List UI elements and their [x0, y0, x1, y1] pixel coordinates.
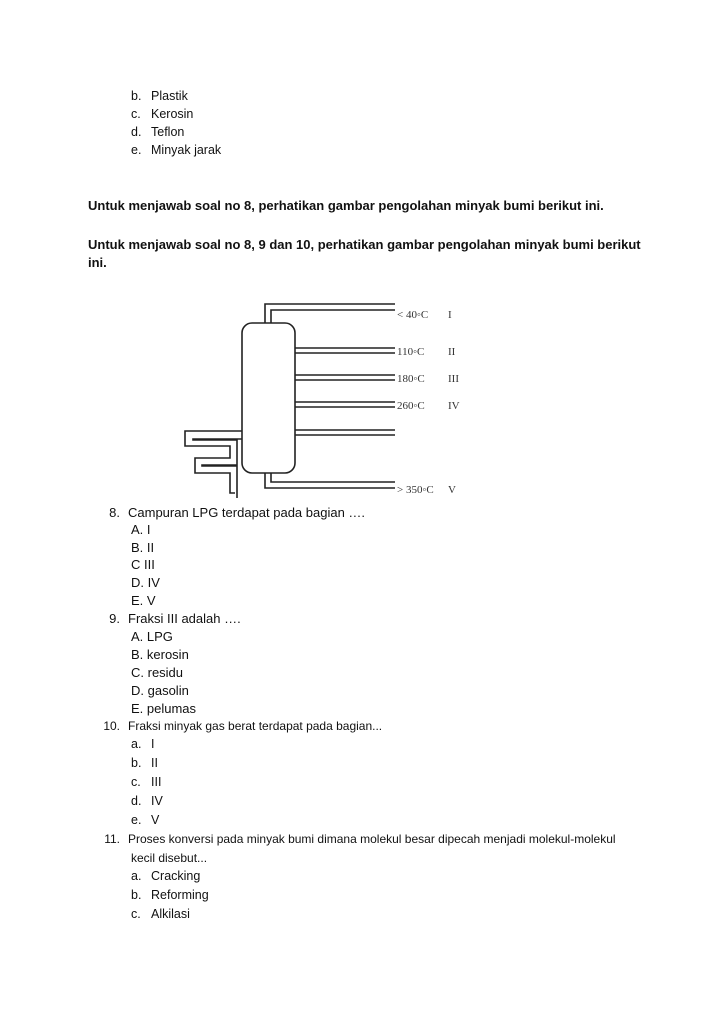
option-text: Minyak jarak	[151, 143, 222, 157]
option-text: Plastik	[151, 89, 188, 103]
fraction-label: III	[448, 373, 459, 385]
answer-option: A. I	[131, 522, 151, 537]
question-number: 9.	[109, 611, 120, 626]
answer-option: D. IV	[131, 575, 160, 590]
option-text: Teflon	[151, 125, 185, 139]
answer-option	[131, 756, 158, 770]
distillation-diagram	[175, 298, 475, 503]
answer-option	[131, 888, 209, 902]
option-letter: b.	[131, 89, 142, 103]
option-e	[131, 143, 221, 157]
temp-label: > 350◦C	[397, 484, 434, 496]
instruction-2-line2: ini.	[88, 255, 107, 270]
answer-option	[131, 737, 154, 751]
question-11	[98, 832, 616, 846]
option-letter: d.	[131, 125, 142, 139]
option-text: III	[151, 775, 162, 789]
option-text: II	[151, 756, 158, 770]
option-text: Alkilasi	[151, 907, 190, 921]
option-letter: d.	[131, 794, 142, 808]
column-pipes	[185, 304, 395, 498]
pipe-1-inner	[271, 310, 395, 323]
pipe-6-outer	[265, 473, 395, 488]
question-text: Proses konversi pada minyak bumi dimana molekul besar dipecah menjadi molekul-molekul	[128, 832, 616, 846]
option-b	[131, 89, 188, 103]
option-letter: a.	[131, 737, 142, 751]
question-text-continued: kecil disebut...	[131, 851, 208, 865]
option-letter: b.	[131, 888, 142, 902]
option-letter: a.	[131, 869, 142, 883]
answer-option: A. LPG	[131, 629, 173, 644]
question-text: Campuran LPG terdapat pada bagian ….	[128, 505, 366, 520]
option-letter: c.	[131, 107, 141, 121]
temp-label: 180◦C	[397, 373, 425, 385]
answer-option	[131, 907, 190, 921]
question-number: 10.	[103, 719, 120, 733]
temp-label: 110◦C	[397, 346, 425, 358]
question-number: 8.	[109, 505, 120, 520]
option-text: Kerosin	[151, 107, 194, 121]
pipe-6-inner	[271, 473, 395, 482]
option-text: V	[151, 813, 160, 827]
option-d	[131, 125, 184, 139]
answer-option: E. V	[131, 593, 156, 608]
question-9	[98, 611, 241, 626]
option-letter: e.	[131, 813, 142, 827]
option-letter: b.	[131, 756, 142, 770]
answer-option	[131, 794, 163, 808]
question-number: 11.	[104, 832, 120, 846]
fraction-label: IV	[448, 400, 460, 412]
question-text: Fraksi minyak gas berat terdapat pada bagian...	[128, 719, 383, 733]
answer-option	[131, 813, 159, 827]
option-c	[131, 107, 193, 121]
fraction-label: II	[448, 346, 456, 358]
option-text: I	[151, 737, 155, 751]
answer-option: D. gasolin	[131, 683, 189, 698]
option-letter: e.	[131, 143, 142, 157]
question-10	[98, 719, 382, 733]
answer-option	[131, 775, 161, 789]
temp-label: 260◦C	[397, 400, 425, 412]
answer-option: B. II	[131, 540, 155, 555]
instruction-1: Untuk menjawab soal no 8, perhatikan gambar pengolahan minyak bumi berikut ini.	[88, 198, 604, 213]
option-text: Cracking	[151, 869, 201, 883]
answer-option: B. kerosin	[131, 647, 189, 662]
fraction-label: I	[448, 309, 452, 321]
heater-coil-inner	[193, 439, 242, 498]
fraction-label: V	[448, 484, 456, 496]
answer-option	[131, 869, 200, 883]
option-letter: c.	[131, 907, 141, 921]
temp-label: < 40◦C	[397, 309, 429, 321]
question-8	[98, 505, 365, 520]
answer-option: E. pelumas	[131, 701, 197, 716]
answer-option: C. residu	[131, 665, 184, 680]
option-text: IV	[151, 794, 163, 808]
fractionation-column	[242, 323, 295, 473]
instruction-2-line1: Untuk menjawab soal no 8, 9 dan 10, perhatikan gambar pengolahan minyak bumi berikut	[88, 237, 641, 252]
question-text: Fraksi III adalah ….	[128, 611, 241, 626]
pipe-1-outer	[265, 304, 395, 323]
option-text: Reforming	[151, 888, 209, 902]
option-letter: c.	[131, 775, 141, 789]
answer-option: C III	[131, 557, 155, 572]
